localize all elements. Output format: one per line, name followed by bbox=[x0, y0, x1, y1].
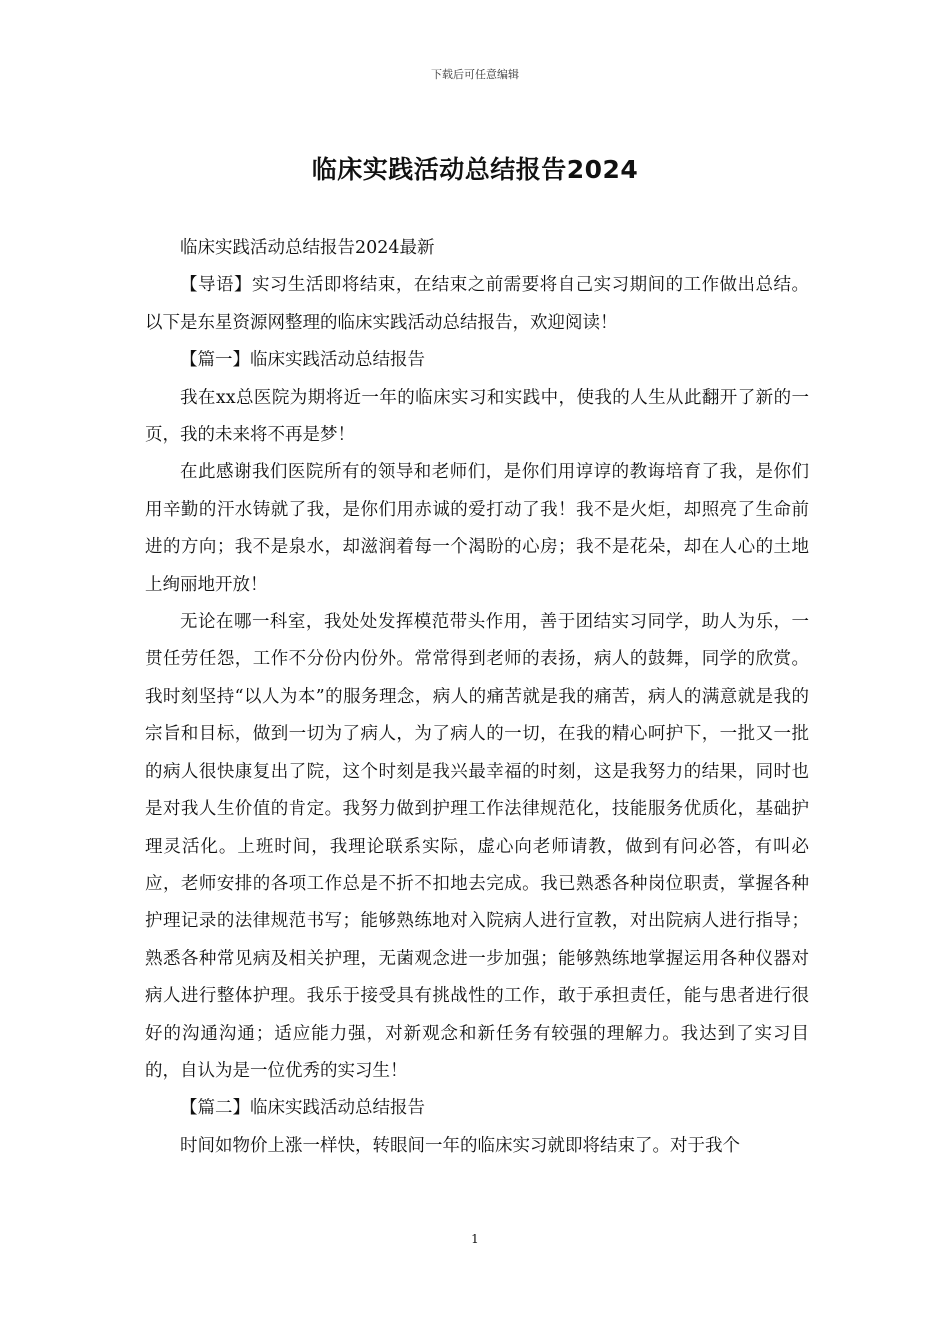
page-header-note: 下载后可任意编辑 bbox=[431, 68, 519, 81]
page-number: 1 bbox=[471, 1232, 479, 1246]
section-heading-1: 【篇一】临床实践活动总结报告 bbox=[180, 350, 425, 371]
body-paragraph: 在此感谢我们医院所有的领导和老师们，是你们用谆谆的教诲培育了我，是你们用辛勤的汗水铸就了我，是你们用赤诚的爱打动了我！我不是火炬，却照亮了生命前进的方向；我不是泉水，却滋润着每一个渴盼的心房；我不是花朵，却在人心的土地上绚丽地开放！ bbox=[145, 462, 809, 595]
subtitle-paragraph: 临床实践活动总结报告2024最新 bbox=[180, 238, 435, 258]
body-paragraph: 无论在哪一科室，我处处发挥模范带头作用，善于团结实习同学，助人为乐，一贯任劳任怨，工作不分份内份外。常常得到老师的表扬，病人的鼓舞，同学的欣赏。我时刻坚持“以人为本”的服务理念，病人的痛苦就是我的痛苦，病人的满意就是我的宗旨和目标，做到一切为了病人，为了病人的一切，在我的精心呵护下，一批又一批的病人很快康复出了院，这个时刻是我兴最幸福的时刻，这是我努力的结果，同时也是对我人生价值的肯定。我努力做到护理工作法律规范化，技能服务优质化，基础护理灵活化。上班时间，我理论联系实际，虚心向老师请教，做到有问必答，有叫必应，老师安排的各项工作总是不折不扣地去完成。我已熟悉各种岗位职责，掌握各种护理记录的法律规范书写；能够熟练地对入院病人进行宣教，对出院病人进行指导；熟悉各种常见病及相关护理，无菌观念进一步加强；能够熟练地掌握运用各种仪器对病人进行整体护理。我乐于接受具有挑战性的工作，敢于承担责任，能与患者进行很好的沟通沟通；适应能力强，对新观念和新任务有较强的理解力。我达到了实习目的，自认为是一位优秀的实习生！ bbox=[145, 612, 809, 1081]
body-paragraph: 时间如物价上涨一样快，转眼间一年的临床实习就即将结束了。对于我个 bbox=[180, 1135, 740, 1156]
body-paragraph: 我在xx总医院为期将近一年的临床实习和实践中，使我的人生从此翻开了新的一页，我的未来将不再是梦！ bbox=[145, 387, 809, 446]
section-heading-2: 【篇二】临床实践活动总结报告 bbox=[180, 1098, 425, 1119]
document-title: 临床实践活动总结报告2024 bbox=[311, 155, 639, 184]
document-body bbox=[145, 230, 809, 1165]
intro-paragraph: 【导语】实习生活即将结束，在结束之前需要将自己实习期间的工作做出总结。以下是东星资源网整理的临床实践活动总结报告，欢迎阅读！ bbox=[145, 275, 809, 333]
